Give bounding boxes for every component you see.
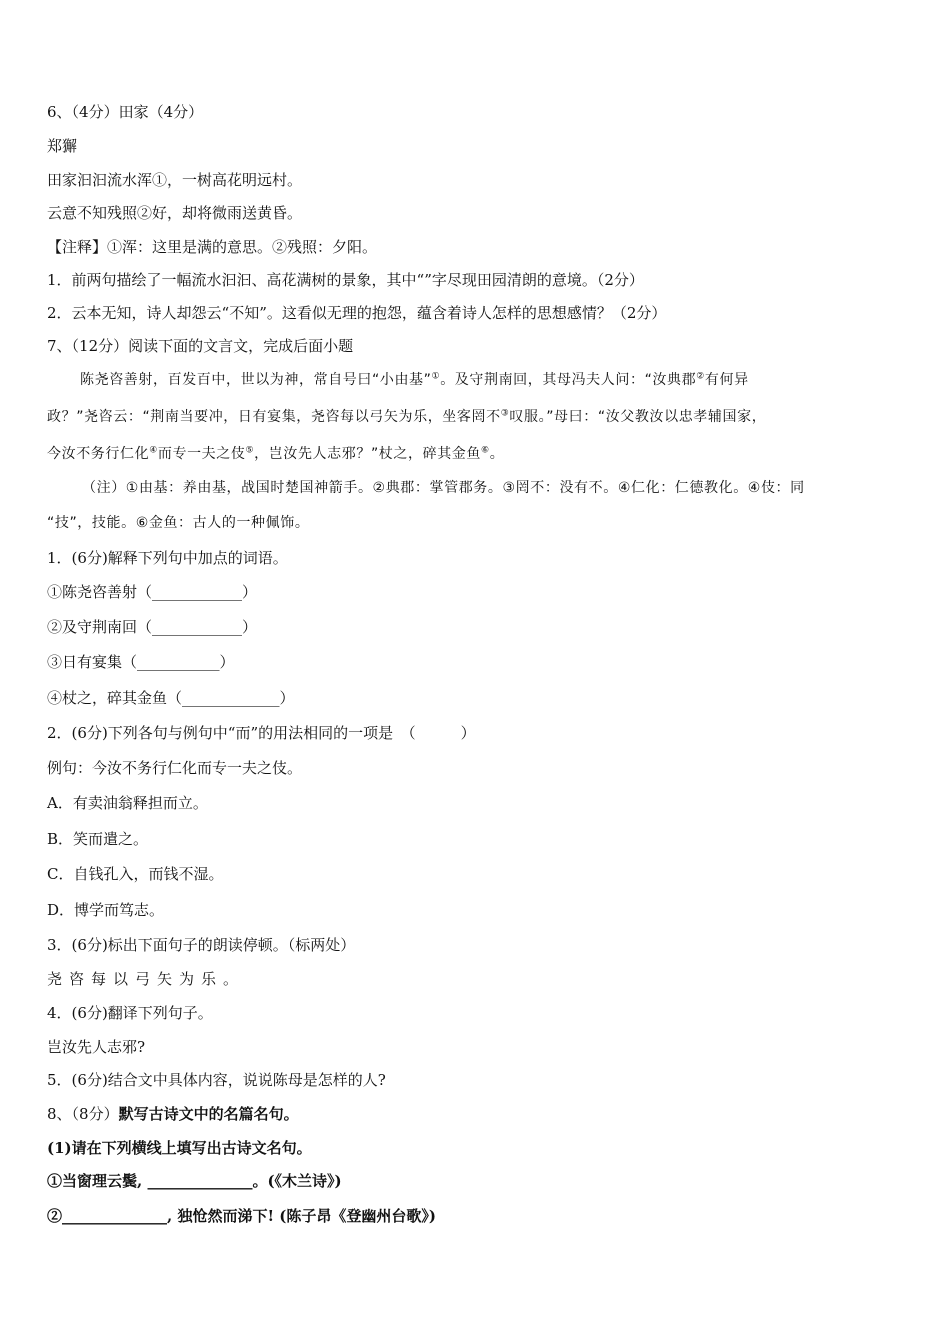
q7-passage-line1: 陈尧咨善射，百发百中，世以为神，常自号曰“小由基”①。及守荆南回，其母冯夫人问：“汝典郡②有何异: [80, 371, 749, 388]
q7-s5-title: 5．(6分)结合文中具体内容，说说陈母是怎样的人?: [47, 1071, 386, 1089]
q7-s2-option-b: B．笑而遣之。: [47, 830, 149, 848]
q7-passage-line2: 政？”尧咨云：“荆南当要冲，日有宴集，尧咨每以弓矢为乐，坐客罔不③叹服。”母曰：“汝父教汝以忠孝辅国家，: [47, 408, 767, 425]
q7-s3-title: 3．(6分)标出下面句子的朗读停顿。（标两处）: [47, 936, 356, 954]
q8-sub1: (1)请在下列横线上填写出古诗文名句。: [47, 1139, 312, 1157]
q7-s4-title: 4．(6分)翻译下列句子。: [47, 1004, 213, 1022]
q6-sub1: 1．前两句描绘了一幅流水汩汩、高花满树的景象，其中“”字尽现田园清朗的意境。（2分）: [47, 271, 644, 289]
q7-s1-item-3: ③日有宴集（___________）: [47, 653, 235, 671]
q7-s2-example: 例句：今汝不务行仁化而专一夫之伎。: [47, 759, 303, 777]
q7-s3-sentence: 尧咨每以弓矢为乐。: [47, 970, 246, 988]
q8-header: 8、（8分）默写古诗文中的名篇名句。: [47, 1105, 299, 1123]
q6-poem-line2: 云意不知残照②好，却将微雨送黄昏。: [47, 204, 303, 222]
q6-sub2: 2．云本无知，诗人却怨云“不知”。这看似无理的抱怨，蕴含着诗人怎样的思想感情？（2分）: [47, 304, 667, 322]
q7-s2-option-c: C．自钱孔入，而钱不湿。: [47, 865, 224, 883]
q7-s1-item-4: ④杖之，碎其金鱼（_____________）: [47, 689, 295, 707]
q7-s2-title: 2．(6分)下列各句与例句中“而”的用法相同的一项是 （ ）: [47, 724, 476, 742]
q7-s2-option-d: D．博学而笃志。: [47, 901, 165, 919]
q6-author: 郑獬: [47, 137, 78, 155]
q7-s1-title: 1．(6分)解释下列句中加点的词语。: [47, 549, 288, 567]
q7-s1-item-1: ①陈尧咨善射（____________）: [47, 583, 258, 601]
q7-passage-line3: 今汝不务行仁化④而专一夫之伎⑤，岂汝先人志邪？”杖之，碎其金鱼⑥。: [47, 445, 505, 462]
q7-s2-option-a: A．有卖油翁释担而立。: [47, 794, 208, 812]
q8-item2: ②______________, 独怆然而涕下! (陈子昂《登幽州台歌》): [47, 1207, 436, 1225]
q7-s1-item-2: ②及守荆南回（____________）: [47, 618, 258, 636]
q6-note: 【注释】①浑：这里是满的意思。②残照：夕阳。: [47, 238, 378, 256]
q8-item1: ①当窗理云鬓, ______________。(《木兰诗》): [47, 1172, 342, 1190]
q6-header: 6、（4分）田家（4分）: [47, 103, 204, 121]
q7-note-line2: “技”，技能。⑥金鱼：古人的一种佩饰。: [47, 515, 310, 531]
q7-note-line1: （注）①由基：养由基，战国时楚国神箭手。②典郡：掌管郡务。③罔不：没有不。④仁化：仁德教化。④伎：同: [82, 480, 805, 496]
q6-poem-line1: 田家汩汩流水浑①，一树高花明远村。: [47, 171, 303, 189]
q7-header: 7、（12分）阅读下面的文言文，完成后面小题: [47, 337, 354, 355]
q7-s4-sentence: 岂汝先人志邪?: [47, 1038, 146, 1056]
